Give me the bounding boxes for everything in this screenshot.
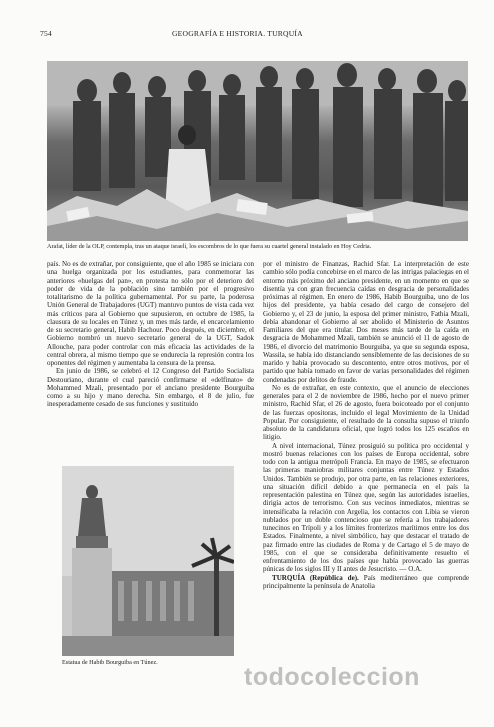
photo-caption-bottom: Estatua de Habib Bourguiba en Túnez. <box>62 659 158 666</box>
left-column-text <box>47 260 254 456</box>
paragraph: A nivel internacional, Túnez prosiguió su política pro occidental y mostró buenas relaciones con los países de Europa occidental, sobre todo con la antigua metrópoli Francia. En mayo de 1985, se efectuaron las primeras maniobras militares conjuntas entre Túnez y Estados Unidos. También se produjo, por otra parte, en las relaciones exteriores, una situación difícil debido a que permanecía en el país la representación palestina en Túnez que, según las autoridades israelíes, dirigía actos de terrorismo. Con sus vecinos inmediatos, mientras se intensificaba la relación con Argelia, los contactos con Libia se vieron nublados por un doble contencioso que se refería a los trabajadores tunecinos en Trípoli y a los límites fronterizos marítimos entre los dos Estados. Finalmente, a nivel simbólico, hay que destacar el tratado de paz firmado entre las ciudades de Roma y de Cartago el 5 de mayo de 1985, con el que se consideraba definitivamente resuelto el enfrentamiento de los dos países que había provocado las guerras púnicas de los siglos III y II antes de Jesucristo. — O.A. <box>263 441 469 574</box>
right-column-text <box>263 260 469 690</box>
photo-arafat <box>47 61 468 241</box>
paragraph: En junio de 1986, se celebró el 12 Congreso del Partido Socialista Destouriano, durante el cual pareció confirmarse el «delfinato» de Mohammed Mzali, presentado por el anciano presidente Bourguiba como a su hijo y mano derecha. Sin embargo, el 8 de julio, fue inesperadamente cesado de sus funciones y sustituido <box>47 367 254 409</box>
paragraph: país. No es de extrañar, por consiguiente, que el año 1985 se iniciara con una huelga organizada por los estudiantes, para conmemorar las anteriores «huelgas del pan», en protesta no sólo por el deterioro del poder de vida de la población sino también por el progresivo totalitarismo de la política gubernamental. Por su parte, la poderosa Unión General de Trabajadores (UGT) mantuvo puntos de vista cada vez más críticos para al Gobierno que supusieron, en octubre de 1985, la clausura de su locales en Túnez y, un mes más tarde, el encarcelamiento de su secretario general, Habib Hachour. Poco después, en diciembre, el Gobierno nombró un nuevo secretario general de la UGT, Sadok Allouche, para poder controlar con más eficacia las actividades de la central obrera, al mismo tiempo que se endurecía la represión contra los oponentes del régimen y aumentaba la censura de la prensa. <box>47 260 254 367</box>
running-title: GEOGRAFÍA E HISTORIA. TURQUÍA <box>172 29 303 38</box>
photo-caption-top: Arafat, líder de la OLP, contempla, tras un ataque israelí, los escombros de lo que fuera su cuartel general instalado en Hoy Cedria. <box>47 243 372 250</box>
paragraph: No es de extrañar, en este contexto, que el anuncio de elecciones generales para el 2 de noviembre de 1986, hecho por el nuevo primer ministro, Rachid Sfar, el 26 de agosto, fuera boicoteado por el conjunto de las fuerzas opositoras, incluido el legal Movimiento de la Unidad Popular. Por consiguiente, el resultado de la consulta supuso el triunfo absoluto de la candidatura oficial, que logró todos los 125 escaños en litigio. <box>263 383 469 442</box>
turquia-heading: TURQUÍA (República de). <box>272 573 359 582</box>
page-header <box>40 29 464 41</box>
watermark-logo: todocoleccion <box>244 663 420 691</box>
paragraph: por el ministro de Finanzas, Rachid Sfar. La interpretación de este cambio sólo podía concebirse en el marco de las intrigas palaciegas en el entorno más próximo del anciano presidente, en un momento en que se disentía ya con gran frecuencia caídas en desgracia de personalidades próximas al régimen. En enero de 1986, Habib Bourguiba, uno de los hijos del presidente, ya había cesado del cargo de consejero del Gobierno y, el 23 de junio, la esposa del primer ministro, Fathia Mzali, debía abandonar el Gobierno al ser abolido el Ministerio de Asuntos Familiares del que era titular. Dos meses más tarde de la caída en desgracia de Mohammed Mzali, también se anunció el 11 de agosto de 1986, el divorcio del matrimonio Bourguiba, ya que su segunda esposa, Wassila, se había ido distanciando sensiblemente de las decisiones de su marido y había provocado su descontento, entre otros motivos, por el partido que había tomado en favor de varias personalidades del régimen condenadas por delitos de fraude. <box>263 260 469 384</box>
turquia-text: País mediterráneo que comprende principalmente la península de Anatolia <box>263 573 469 590</box>
page-number: 754 <box>40 29 52 38</box>
photo-bourguiba-statue <box>62 466 234 656</box>
turquia-entry <box>263 574 469 591</box>
